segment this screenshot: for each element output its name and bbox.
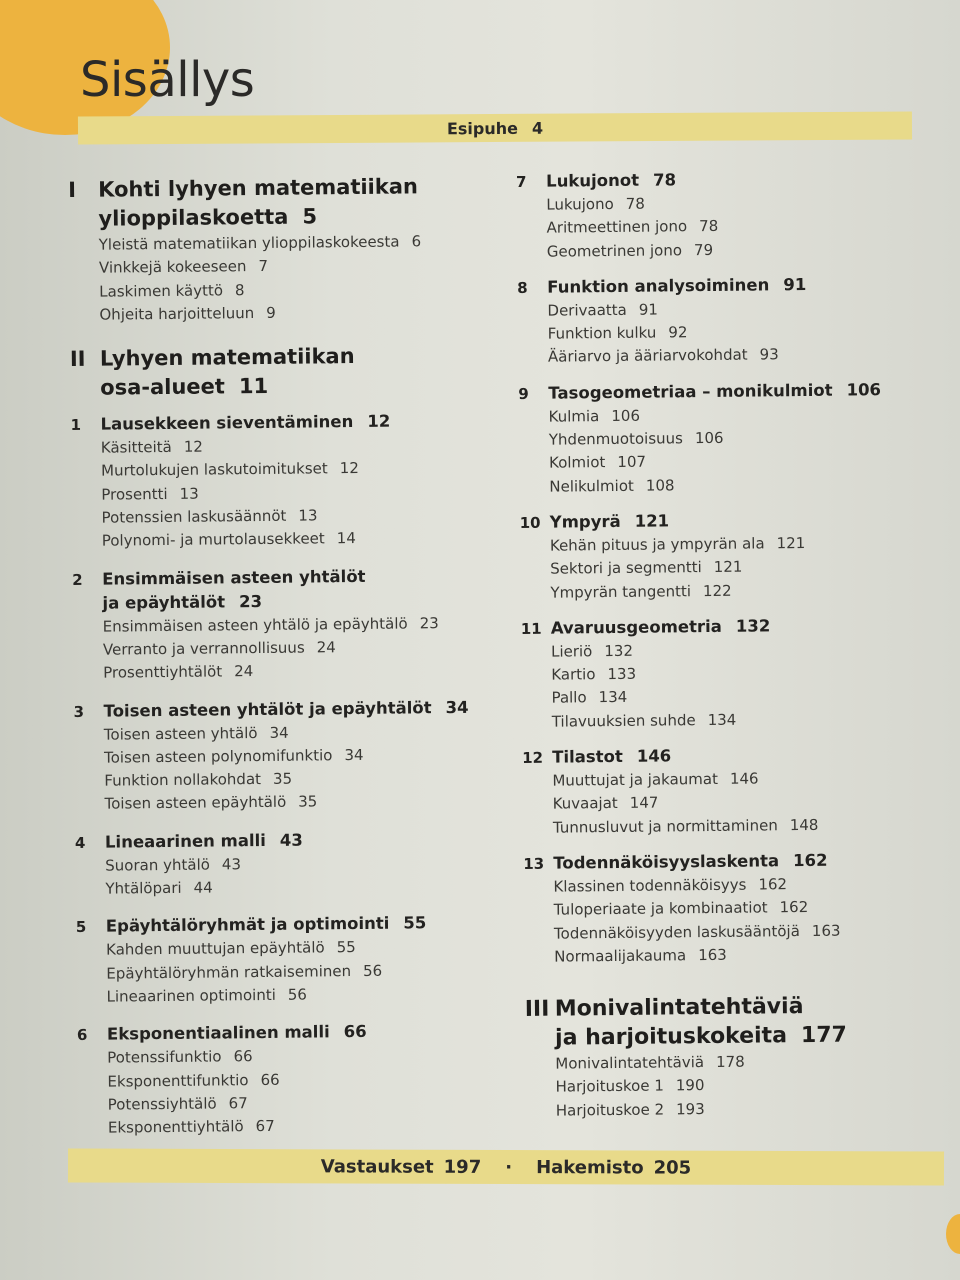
toc-entry: Toisen asteen polynomifunktio 34 [103,745,364,767]
chapter-number: 12 [522,748,544,768]
toc-entry: Tuloperiaate ja kombinaatiot 162 [553,898,809,919]
toc-entry: Eksponenttifunktio 66 [107,1070,280,1091]
toc-chapter-9 [518,377,959,499]
toc-entry: Kehän pituus ja ympyrän ala 121 [549,533,806,555]
toc-entry: Funktion kulku 92 [547,323,688,343]
chapter-page: 162 [792,850,828,871]
chapter-page: 23 [238,591,263,611]
chapter-title: Lukujonot 78 [546,170,677,191]
toc-entry: Derivaatta 91 [547,300,658,320]
toc-entry: Laskimen käyttö 8 [99,280,245,301]
chapter-title: Lausekkeen sieventäminen 12 [100,411,391,434]
toc-entry: Prosentti 13 [101,484,199,504]
part-number: II [69,347,86,372]
toc-entry: Kuvaajat 147 [552,793,659,813]
chapter-page: 12 [367,411,391,432]
part-title: Kohti lyhyen matematiikan ylioppilaskoetta 5 [98,174,419,231]
toc-entry: Verranto ja verrannollisuus 24 [102,638,336,659]
page-title: Sisällys [80,52,255,108]
toc-entry: Harjoituskoe 2 193 [555,1099,705,1120]
toc-entry: Monivalintatehtäviä 178 [555,1052,745,1073]
toc-entry: Kulmia 106 [548,406,641,426]
chapter-page: 78 [652,170,677,190]
toc-entry: Yleistä matematiikan ylioppilaskokeesta 6 [98,232,422,254]
chapter-number: 7 [516,172,527,191]
chapter-page: 55 [403,913,427,933]
toc-entry: Murtolukujen laskutoimitukset 12 [100,459,359,481]
part-page: 11 [238,374,269,399]
chapter-number: 4 [74,833,86,852]
toc-entry: Pallo 134 [551,688,628,708]
page-edge-tab [946,1214,960,1254]
chapter-number: 11 [520,619,542,638]
toc-entry: Todennäköisyyden laskusääntöjä 163 [553,921,841,943]
toc-entry: Tilavuuksien suhde 134 [551,710,737,731]
chapter-number: 9 [518,384,529,403]
part-number: III [524,996,550,1023]
toc-entry: Vinkkejä kokeeseen 7 [98,257,269,277]
toc-entry: Kahden muuttujan epäyhtälö 55 [106,938,356,959]
chapter-page: 43 [279,830,303,850]
part-number: I [68,177,77,202]
answers-label: Vastaukset [320,1155,434,1178]
toc-chapter-5 [76,911,517,1009]
toc-entry: Klassinen todennäköisyys 162 [553,875,788,896]
toc-entry: Potenssifunktio 66 [107,1047,253,1067]
preface-page: 4 [531,118,544,138]
toc-entry: Yhtälöpari 44 [105,878,213,898]
toc-entry: Potenssiyhtälö 67 [107,1093,248,1114]
chapter-page: 106 [846,379,882,400]
toc-entry: Eksponenttiyhtälö 67 [107,1117,275,1137]
toc-entry: Ääriarvo ja ääriarvokohdat 93 [547,345,779,367]
chapter-title: Toisen asteen yhtälöt ja epäyhtälöt 34 [103,697,469,721]
chapter-title: Epäyhtälöryhmät ja optimointi 55 [105,913,427,936]
chapter-number: 5 [75,918,87,937]
chapter-page: 66 [343,1022,367,1042]
toc-chapter-10 [520,506,960,604]
toc-entry: Ensimmäisen asteen yhtälö ja epäyhtälö 23 [102,613,439,636]
toc-entry: Suoran yhtälö 43 [105,854,242,875]
toc-entry: Funktion nollakohdat 35 [104,769,293,790]
band-separator: · [505,1156,513,1178]
toc-entry: Toisen asteen yhtälö 34 [103,723,289,744]
chapter-title: Tasogeometriaa – monikulmiot 106 [548,379,882,403]
preface-label: Esipuhe [446,118,518,138]
chapter-page: 146 [636,746,672,766]
toc-entry: Käsitteitä 12 [100,437,204,457]
toc-entry: Lukujono 78 [546,194,645,214]
toc-chapter-4 [75,826,516,901]
toc-entry: Harjoituskoe 1 190 [555,1076,705,1097]
toc-chapter-11 [521,612,960,734]
toc-entry: Potenssien laskusäännöt 13 [101,506,318,527]
toc-chapter-6 [77,1019,518,1141]
toc-chapter-8 [517,271,958,369]
answers-index-band [68,1148,944,1185]
chapter-number: 3 [73,702,85,721]
toc-entry: Normaalijakauma 163 [554,945,727,966]
chapter-title: Ympyrä 121 [549,511,670,532]
chapter-number: 8 [517,278,528,297]
part-page: 5 [302,204,318,229]
chapter-title: Tilastot 146 [552,746,672,767]
toc-entry: Kartio 133 [551,664,637,684]
toc-entry: Muuttujat ja jakaumat 146 [552,769,759,790]
toc-part-1 [68,171,510,327]
toc-entry: Geometrinen jono 79 [546,240,714,261]
toc-entry: Toisen asteen epäyhtälö 35 [104,792,318,814]
preface-band [78,111,912,144]
chapter-page: 132 [735,616,771,636]
toc-chapter-13 [523,847,960,969]
chapter-title: Avaruusgeometria 132 [550,616,771,638]
chapter-title: Ensimmäisen asteen yhtälöt ja epäyhtälöt 23 [102,566,366,613]
toc-chapter-7 [516,165,957,263]
chapter-page: 34 [445,697,469,717]
toc-entry: Ympyrän tangentti 122 [550,581,732,602]
toc-entry: Lineaarinen optimointi 56 [106,985,308,1006]
toc-entry: Polynomi- ja murtolausekkeet 14 [101,529,356,551]
part-title: Monivalintatehtäviä ja harjoituskokeita 177 [554,994,848,1051]
toc-entry: Prosenttiyhtälöt 24 [103,662,254,682]
toc-entry: Sektori ja segmentti 121 [550,557,743,578]
toc-right-column [516,165,960,1141]
toc-chapter-1 [70,409,511,554]
toc-chapter-2 [72,563,513,685]
index-page: 205 [653,1157,692,1179]
toc-part-3 [525,990,960,1122]
chapter-number: 6 [76,1026,88,1045]
toc-entry: Aritmeettinen jono 78 [546,217,719,237]
toc-entry: Ohjeita harjoitteluun 9 [99,303,276,324]
part-title: Lyhyen matematiikan osa-alueet 11 [99,344,355,400]
answers-page: 197 [443,1156,482,1178]
index-label: Hakemisto [536,1156,644,1178]
chapter-page: 121 [634,511,670,531]
chapter-title: Eksponentiaalinen malli 66 [106,1022,367,1044]
chapter-title: Funktion analysoiminen 91 [547,274,807,297]
chapter-title: Lineaarinen malli 43 [104,830,303,852]
toc-chapter-12 [522,741,960,839]
toc-entry: Lieriö 132 [550,641,634,661]
toc-entry: Kolmiot 107 [548,453,647,473]
chapter-title: Todennäköisyyslaskenta 162 [553,850,828,873]
toc-entry: Tunnusluvut ja normittaminen 148 [552,815,819,837]
chapter-number: 13 [523,854,545,873]
chapter-number: 2 [72,570,83,589]
toc-entry: Nelikulmiot 108 [549,476,675,496]
toc-entry: Yhdenmuotoisuus 106 [548,428,724,449]
toc-part-2 [70,341,511,404]
toc-entry: Epäyhtälöryhmän ratkaiseminen 56 [106,961,383,983]
chapter-number: 1 [70,416,82,435]
part-page: 177 [800,1022,848,1049]
chapter-number: 10 [519,513,541,532]
toc-chapter-3 [73,695,514,817]
chapter-page: 91 [783,274,807,295]
toc-left-column [68,171,518,1154]
